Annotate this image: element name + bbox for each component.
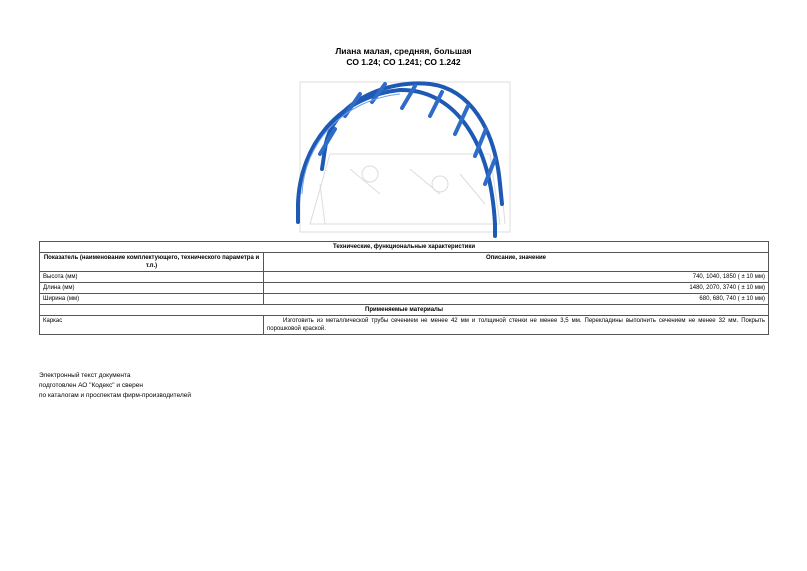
- spec-table: [39, 241, 769, 335]
- material-name: Каркас: [40, 316, 264, 335]
- column-header-value: Описание, значение: [264, 253, 769, 272]
- section-header-materials: Применяемые материалы: [40, 305, 769, 316]
- legs: [298, 149, 502, 236]
- footer-line-2: подготовлен АО "Кодекс" и сверен: [39, 382, 143, 389]
- rungs: [320, 84, 495, 184]
- footer-line-3: по каталогам и проспектам фирм-производителей: [39, 392, 192, 399]
- material-description: Изготовить из металлической трубы сечением не менее 42 мм и толщиной стенки не менее 3,5 мм. Перекладины выполнить сечением не менее 32 мм. Покрыть порошковой краской.: [264, 316, 769, 335]
- product-figure: [290, 74, 518, 241]
- row-value: 740, 1040, 1850 ( ± 10 мм): [264, 272, 769, 283]
- row-param: Длина (мм): [40, 283, 264, 294]
- column-header-row: [40, 253, 769, 272]
- material-row: [40, 316, 769, 335]
- row-param: Ширина (мм): [40, 294, 264, 305]
- table-row: [40, 294, 769, 305]
- title-line-2: СО 1.24; СО 1.241; СО 1.242: [346, 57, 461, 67]
- row-value: 1480, 2070, 3740 ( ± 10 мм): [264, 283, 769, 294]
- footer-note: [39, 371, 191, 401]
- column-header-parameter: Показатель (наименование комплектующего, технического параметра и т.п.): [40, 253, 264, 272]
- row-value: 680, 680, 740 ( ± 10 мм): [264, 294, 769, 305]
- monkey-bars-arch-icon: [290, 74, 518, 241]
- section-header-row: [40, 242, 769, 253]
- section-header-row: [40, 305, 769, 316]
- row-param: Высота (мм): [40, 272, 264, 283]
- table-row: [40, 272, 769, 283]
- footer-line-1: Электронный текст документа: [39, 372, 131, 379]
- page-title: [0, 46, 807, 68]
- table-row: [40, 283, 769, 294]
- section-header-characteristics: Технические, функциональные характеристики: [40, 242, 769, 253]
- title-line-1: Лиана малая, средняя, большая: [335, 46, 472, 56]
